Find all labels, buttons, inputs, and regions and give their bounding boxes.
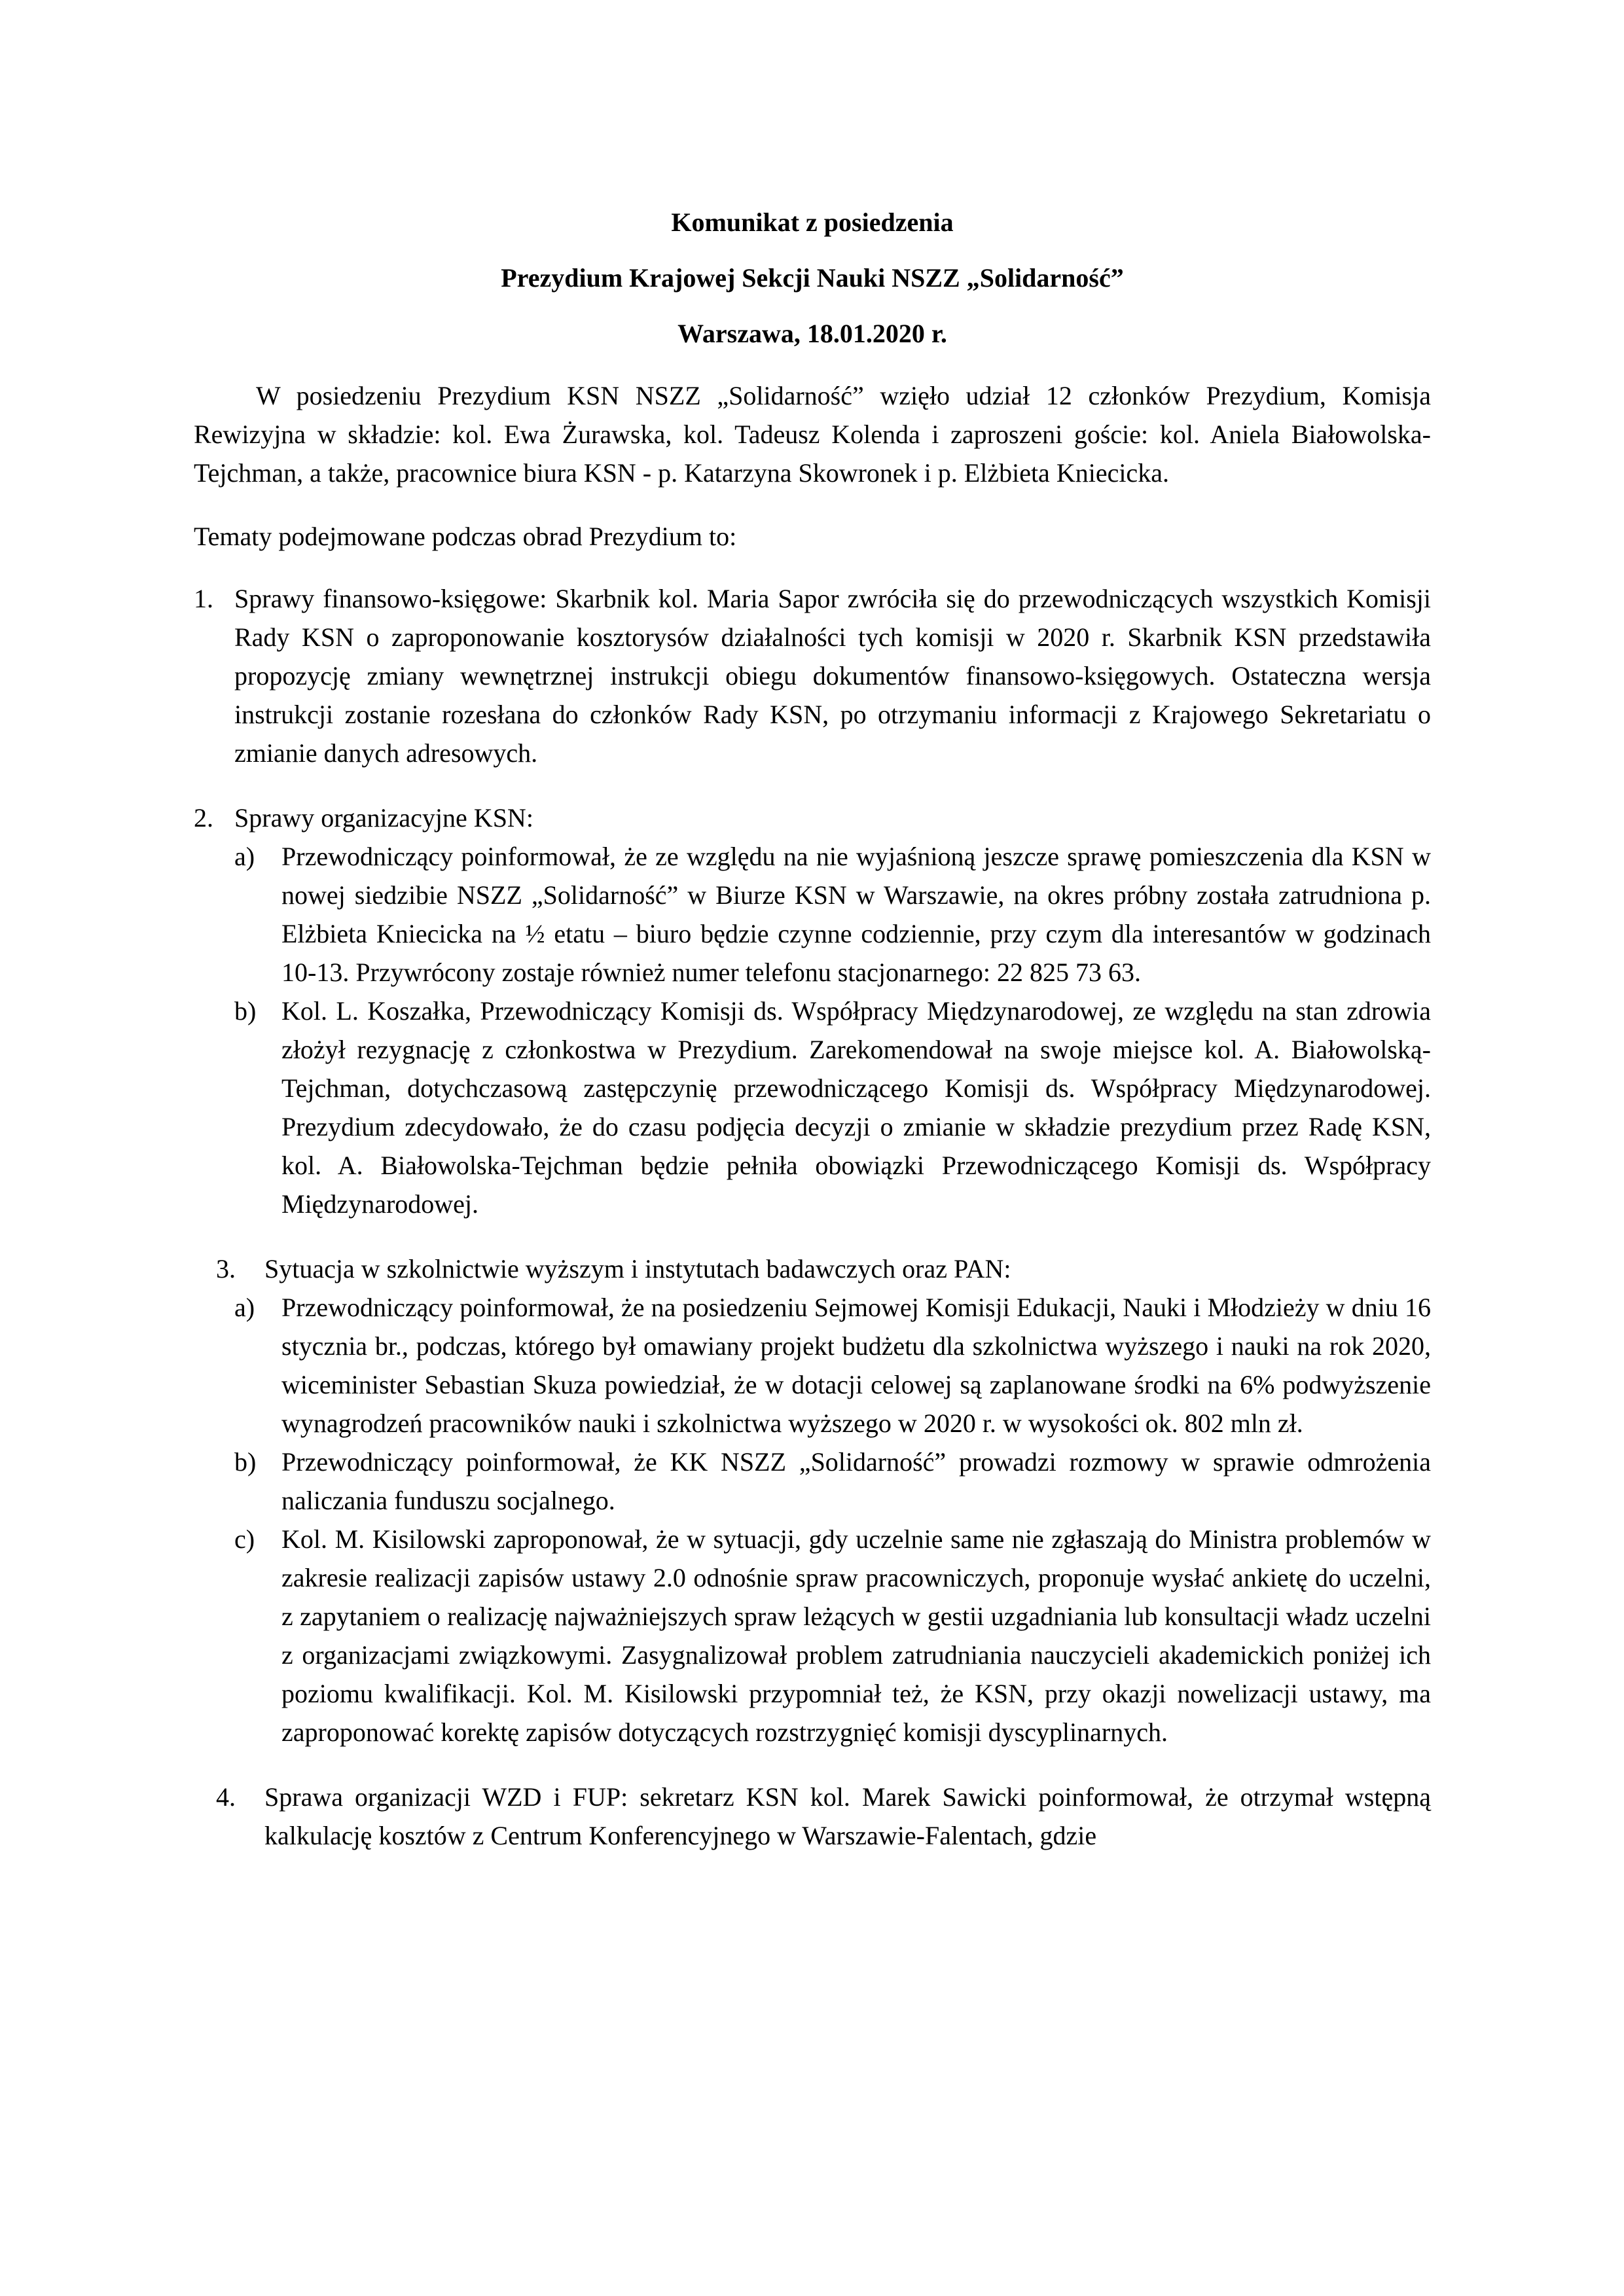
section-text: Sprawa organizacji WZD i FUP: sekretarz KSN kol. Marek Sawicki poinformował, że otrzymał wstępną kalkulację kosztów z Centrum Konferencyjnego w Warszawie-Falentach, gdzie [264,1782,1431,1850]
section-4 [194,1778,1431,1855]
topics-intro: Tematy podejmowane podczas obrad Prezydium to: [194,522,737,551]
item-letter: b) [234,996,257,1026]
item-letter: a) [234,1293,255,1322]
document-date-line: Warszawa, 18.01.2020 r. [677,319,947,348]
item-text: Przewodniczący poinformował, że KK NSZZ „Solidarność” prowadzi rozmowy w sprawie odmrożenia naliczania funduszu socjalnego. [281,1447,1431,1515]
section-number: 1. [194,584,213,613]
document-title-line-1: Komunikat z posiedzenia [671,207,954,237]
section-number: 2. [194,803,213,833]
item-text: Przewodniczący poinformował, że na posiedzeniu Sejmowej Komisji Edukacji, Nauki i Młodzieży w dniu 16 stycznia br., podczas, którego był omawiany projekt budżetu dla szkolnictwa wyższego i nauki na rok 2020, wiceminister Sebastian Skuza powiedział, że w dotacji celowej są zaplanowane środki na 6% podwyższenie wynagrodzeń pracowników nauki i szkolnictwa wyższego w 2020 r. w wysokości ok. 802 mln zł. [281,1293,1431,1438]
section-number: 3. [216,1254,236,1283]
list-item [194,992,1431,1223]
item-letter: b) [234,1447,257,1477]
section-text: Sprawy finansowo-księgowe: Skarbnik kol. Maria Sapor zwróciła się do przewodniczących wszystkich Komisji Rady KSN o zaproponowanie kosztorysów działalności tych komisji w 2020 r. Skarbnik KSN przedstawiła propozycję zmiany wewnętrznej instrukcji obiegu dokumentów finansowo-księgowych. Ostateczna wersja instrukcji zostanie rozesłana do członków Rady KSN, po otrzymaniu informacji z Krajowego Sekretariatu o zmianie danych adresowych. [234,584,1431,768]
section-2 [194,798,1431,837]
list-item [194,1520,1431,1751]
item-text: Przewodniczący poinformował, że ze względu na nie wyjaśnioną jeszcze sprawę pomieszczenia dla KSN w nowej siedzibie NSZZ „Solidarność” w Biurze KSN w Warszawie, na okres próbny została zatrudniona p. Elżbieta Kniecicka na ½ etatu – biuro będzie czynne codziennie, przy czym dla interesantów w godzinach 10-13. Przywrócony zostaje również numer telefonu stacjonarnego: 22 825 73 63. [281,842,1431,987]
intro-paragraph: W posiedzeniu Prezydium KSN NSZZ „Solidarność” wzięło udział 12 członków Prezydium, Komisja Rewizyjna w składzie: kol. Ewa Żurawska, kol. Tadeusz Kolenda i zaproszeni goście: kol. Aniela Białowolska-Tejchman, a także, pracownice biura KSN - p. Katarzyna Skowronek i p. Elżbieta Kniecicka. [194,381,1431,488]
section-number: 4. [216,1782,236,1812]
section-heading: Sprawy organizacyjne KSN: [234,803,533,833]
section-heading: Sytuacja w szkolnictwie wyższym i instytutach badawczych oraz PAN: [264,1254,1011,1283]
section-3-items [194,1288,1431,1751]
section-1 [194,579,1431,772]
list-item [194,837,1431,992]
item-text: Kol. L. Koszałka, Przewodniczący Komisji ds. Współpracy Międzynarodowej, ze względu na stan zdrowia złożył rezygnację z członkostwa w Prezydium. Zarekomendował na swoje miejsce kol. A. Białowolską-Tejchman, dotychczasową zastępczynię przewodniczącego Komisji ds. Współpracy Międzynarodowej. Prezydium zdecydowało, że do czasu podjęcia decyzji o zmianie w składzie prezydium przez Radę KSN, kol. A. Białowolska-Tejchman będzie pełniła obowiązki Przewodniczącego Komisji ds. Współpracy Międzynarodowej. [281,996,1431,1219]
list-item [194,1288,1431,1443]
document-page [194,203,1431,1881]
item-text: Kol. M. Kisilowski zaproponował, że w sytuacji, gdy uczelnie same nie zgłaszają do Ministra problemów w zakresie realizacji zapisów ustawy 2.0 odnośnie spraw pracowniczych, proponuje wysłać ankietę do uczelni, z zapytaniem o realizację najważniejszych spraw leżących w gestii uzgadniania lub konsultacji władz uczelni z organizacjami związkowymi. Zasygnalizował problem zatrudniania nauczycieli akademickich poniżej ich poziomu kwalifikacji. Kol. M. Kisilowski przypomniał też, że KSN, przy okazji nowelizacji ustawy, ma zaproponować korektę zapisów dotyczących rozstrzygnięć komisji dyscyplinarnych. [281,1524,1431,1747]
section-2-items [194,837,1431,1223]
item-letter: c) [234,1524,255,1554]
section-3 [194,1249,1431,1288]
list-item [194,1443,1431,1520]
document-title-line-2: Prezydium Krajowej Sekcji Nauki NSZZ „Solidarność” [501,263,1124,293]
item-letter: a) [234,842,255,871]
